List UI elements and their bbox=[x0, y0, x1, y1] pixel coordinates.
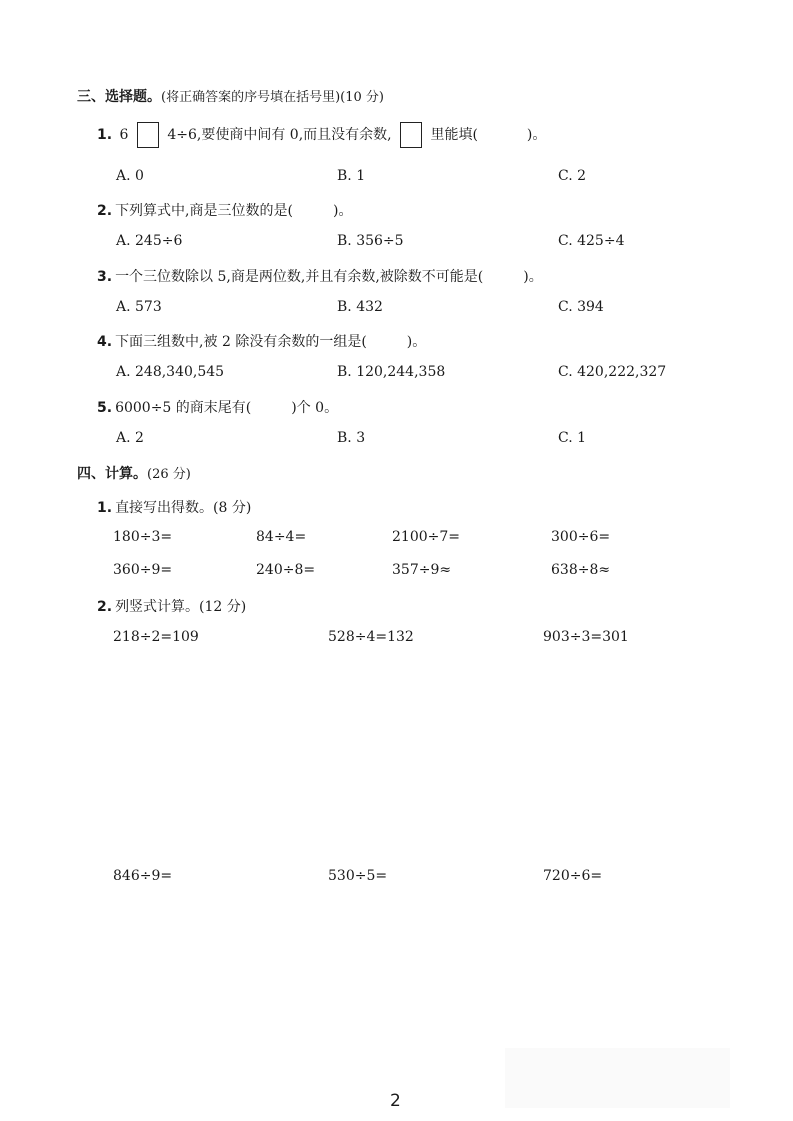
calc-part-2 bbox=[97, 596, 246, 616]
section-3-note: (将正确答案的序号填在括号里)(10 分) bbox=[161, 90, 384, 105]
option-c: C. 2 bbox=[558, 168, 587, 184]
vertical-calc-item[interactable]: 846÷9= bbox=[113, 868, 173, 884]
option-c: C. 394 bbox=[558, 299, 604, 315]
question-text: 6000÷5 的商末尾有( bbox=[115, 400, 252, 416]
oral-calc-item[interactable]: 638÷8≈ bbox=[551, 562, 611, 578]
oral-calc-item[interactable]: 357÷9≈ bbox=[392, 562, 452, 578]
oral-calc-item[interactable]: 360÷9= bbox=[113, 562, 173, 578]
question-number: 2. bbox=[97, 203, 113, 219]
oral-calc-item[interactable]: 180÷3= bbox=[113, 529, 173, 545]
question-text: 6 bbox=[119, 127, 129, 143]
oral-calc-item[interactable]: 84÷4= bbox=[256, 529, 307, 545]
question-text: )。 bbox=[526, 127, 547, 143]
vertical-calc-item[interactable]: 528÷4=132 bbox=[328, 629, 414, 645]
vertical-calc-item[interactable]: 720÷6= bbox=[543, 868, 603, 884]
option-b: B. 432 bbox=[337, 299, 383, 315]
question-number: 3. bbox=[97, 269, 113, 285]
question-text: )个 0。 bbox=[291, 400, 339, 416]
option-a: A. 245÷6 bbox=[116, 233, 183, 249]
question-4 bbox=[97, 331, 426, 351]
option-b: B. 356÷5 bbox=[337, 233, 404, 249]
question-text: 4÷6,要使商中间有 0,而且没有余数, bbox=[167, 127, 392, 143]
scan-smudge bbox=[505, 1048, 730, 1108]
option-a: A. 0 bbox=[116, 168, 144, 184]
section-4-heading: 四、计算。 bbox=[77, 466, 147, 482]
question-text: 下面三组数中,被 2 除没有余数的一组是( bbox=[115, 334, 367, 350]
page-number: 2 bbox=[390, 1091, 401, 1111]
section-4-title bbox=[77, 463, 191, 483]
option-c: C. 1 bbox=[558, 430, 587, 446]
calc-part-1 bbox=[97, 497, 251, 517]
oral-calc-item[interactable]: 2100÷7= bbox=[392, 529, 460, 545]
blank-box[interactable] bbox=[400, 122, 422, 148]
part-text: 列竖式计算。(12 分) bbox=[115, 599, 247, 615]
question-number: 1. bbox=[97, 127, 113, 143]
option-c: C. 420,222,327 bbox=[558, 364, 667, 380]
section-3-title bbox=[77, 86, 384, 106]
oral-calc-item[interactable]: 300÷6= bbox=[551, 529, 611, 545]
option-b: B. 1 bbox=[337, 168, 366, 184]
question-text: 一个三位数除以 5,商是两位数,并且有余数,被除数不可能是( bbox=[115, 269, 484, 285]
question-2 bbox=[97, 200, 352, 220]
option-a: A. 2 bbox=[116, 430, 144, 446]
section-3-heading: 三、选择题。 bbox=[77, 89, 161, 105]
question-text: 下列算式中,商是三位数的是( bbox=[115, 203, 293, 219]
question-1 bbox=[97, 122, 546, 148]
vertical-calc-item[interactable]: 530÷5= bbox=[328, 868, 388, 884]
question-3 bbox=[97, 266, 543, 286]
option-a: A. 248,340,545 bbox=[116, 364, 225, 380]
question-text: )。 bbox=[332, 203, 353, 219]
option-b: B. 3 bbox=[337, 430, 366, 446]
option-a: A. 573 bbox=[116, 299, 162, 315]
question-number: 4. bbox=[97, 334, 113, 350]
part-number: 1. bbox=[97, 500, 113, 516]
question-5 bbox=[97, 397, 338, 417]
vertical-calc-item[interactable]: 218÷2=109 bbox=[113, 629, 199, 645]
oral-calc-item[interactable]: 240÷8= bbox=[256, 562, 316, 578]
section-4-note: (26 分) bbox=[147, 467, 191, 482]
part-number: 2. bbox=[97, 599, 113, 615]
blank-box[interactable] bbox=[137, 122, 159, 148]
vertical-calc-item[interactable]: 903÷3=301 bbox=[543, 629, 629, 645]
part-text: 直接写出得数。(8 分) bbox=[115, 500, 252, 516]
question-text: )。 bbox=[406, 334, 427, 350]
option-b: B. 120,244,358 bbox=[337, 364, 446, 380]
question-number: 5. bbox=[97, 400, 113, 416]
question-text: 里能填( bbox=[430, 127, 478, 143]
question-text: )。 bbox=[523, 269, 543, 285]
option-c: C. 425÷4 bbox=[558, 233, 625, 249]
